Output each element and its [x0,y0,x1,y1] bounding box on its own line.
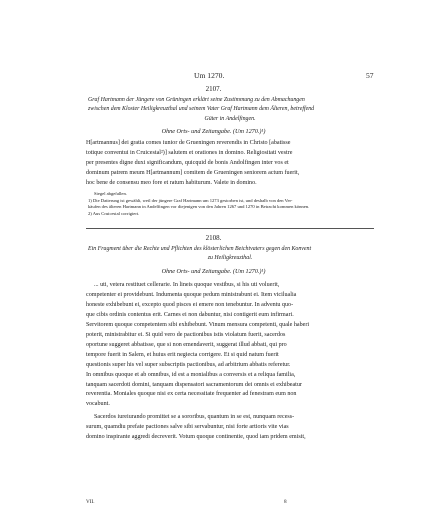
footnotes [88,198,378,217]
dateline: Ohne Orts- und Zeitangabe. (Um 1270.)¹) [161,128,266,135]
running-header-title: Um 1270. [194,71,225,80]
text-line: oportune suggeret abbatisse, que si non emendaverit, suggerat illud abbati, qui pro [86,341,287,348]
summary-line: Graf Hartmann der Jüngere von Grüningen erklärt seine Zustimmung zu den Abmachungen [88,97,305,103]
text-line: domino inspirante aggredi decreverit. Votum quoque continentie, quod iam pridem emisit, [86,434,306,441]
text-line: In omnibus quoque et ab omnibus, id est a monialibus a conversis et a reliqua familia, [86,371,296,378]
text-line: honeste exhibebunt ei, excepto quod pisces ei emere non tenebuntur. In adventu quo- [86,301,294,308]
footnote: 1) Die Datierung ist gewählt, weil der jüngere Graf Hartmann um 1273 gestorben ist, und deshalb von den Ver- [88,198,293,203]
document-number: 2107. [205,85,222,93]
volume-mark: VII. [86,499,95,505]
text-line: que cibis ordinis contentus erit. Carnes ei non dabuntur, nisi contigerit eum infirmari. [86,311,294,318]
text-line: poterit, ministrabitur ei. Si quid vero de pactionibus istis violatum fuerit, sacerdos [86,331,286,338]
signature-mark: 8 [284,499,287,505]
text-line: vocabunt. [86,401,110,408]
text-line: questionis super his vel super subscriptis pactionibus, ad arbitrium abbatis referetur. [86,361,291,368]
summary-line: Ein Fragment über die Rechte und Pflichten des klösterlichen Beichtvaters gegen den Konvent [88,246,312,252]
document-text [86,139,374,189]
text-line: H[artmannus] dei gratia comes iunior de Grueningen reverendis in Christo [abatisse [86,140,291,146]
text-line: tempore fuerit in Salem, et huius erit negiecta corrigere. Et si quid natum fuerit [86,351,279,358]
text-line: reverentia. Moniales quoque nisi ex certa necessitate frequenter ad fenestram eum non [86,391,297,398]
document-text [86,281,374,443]
seal-note: Siegel abgefallen. [94,191,127,196]
text-line: ... uti, vetera restituet cellerarie. In lineis quoque vestibus, si his uti voluerit, [94,282,280,288]
text-line: Sacerdos iureiurando promittet se a sororibus, quantum in se est, nunquam recess- [94,414,295,421]
document-summary [88,96,372,124]
text-line: Servitorem quoque competentem sibi exhibebunt. Vinum mensura competenti, quale haberi [86,321,310,328]
page-number: 57 [366,71,374,80]
summary-line: zu Heiligkreuzthal. [207,255,253,262]
text-line: per presentes digne duxi significandum, quicquid de bonis Andolfingen inter vos et [86,159,289,166]
document-number: 2108. [205,234,222,242]
summary-line: zwischen dem Kloster Heiligkreuzthal und seinem Vater Graf Hartmann dem Älteren, betreffend [88,106,315,113]
footnote: käufen des älteren Hartmann in Andelfingen vor diejenigen von den Jahren 1267 und 1270 in Betracht kommen können. [88,204,310,210]
section-divider [86,228,374,229]
text-line: totique conventui in Cruicestal²)] salutem et orationes in domino. Religiositati vestre [86,149,293,156]
text-line: dominum patrem meum H[artmannum] comitem de Grueningen seniorem actum fuerit, [86,169,300,176]
text-line: tanquam sacerdoti domini, tanquam dispensatori sacramentorum dei omnis ei exhibeatur [86,381,302,388]
dateline: Ohne Orts- und Zeitangabe. (Um 1270.)¹) [161,268,266,275]
text-line: surum, quamdiu prefate pactiones salve sibi servabuntur, nisi forte artioris vite vias [86,424,289,431]
footnote: 2) Aus Cruicestal corrigiert. [88,210,140,216]
text-line: hoc bene de consensu meo fore et ratum habiturum. Valete in domino. [86,179,257,186]
summary-line: Güter in Andelfingen. [204,115,256,122]
document-summary [88,245,372,264]
text-line: competenter ei providebunt. Indumenta quoque pedum ministrabunt ei. Item vicilualia [86,291,297,298]
